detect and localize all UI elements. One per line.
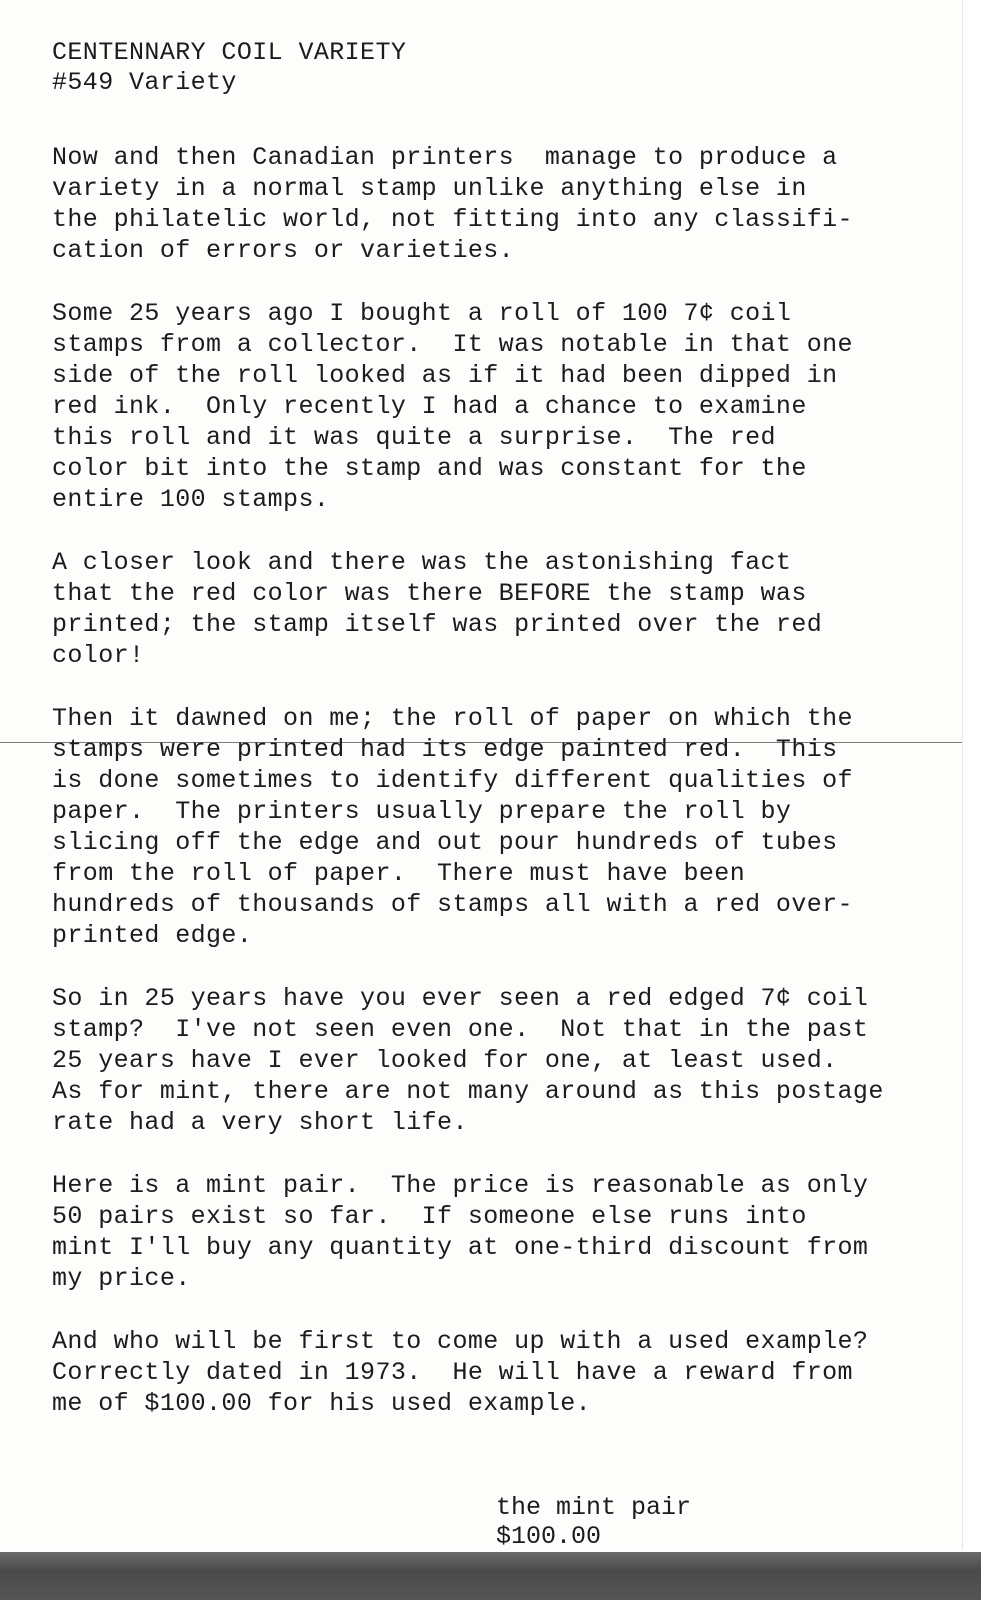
paragraph-3 bbox=[52, 547, 932, 671]
text-line: A closer look and there was the astonishing fact bbox=[52, 548, 792, 577]
text-line: And who will be first to come up with a used example? bbox=[52, 1327, 869, 1356]
text-line: color bit into the stamp and was constant for the bbox=[52, 454, 807, 483]
scan-shadow-edge bbox=[0, 1552, 981, 1600]
paragraph-6 bbox=[52, 1170, 932, 1294]
text-line: red ink. Only recently I had a chance to examine bbox=[52, 392, 807, 421]
text-line: rate had a very short life. bbox=[52, 1108, 468, 1137]
document-title: CENTENNARY COIL VARIETY bbox=[52, 38, 407, 67]
text-line: 25 years have I ever looked for one, at least used. bbox=[52, 1046, 838, 1075]
text-line: the philatelic world, not fitting into any classifi- bbox=[52, 205, 853, 234]
text-line: stamps were printed had its edge painted red. This bbox=[52, 735, 838, 764]
text-line: Then it dawned on me; the roll of paper on which the bbox=[52, 704, 853, 733]
paragraph-5 bbox=[52, 983, 932, 1138]
text-line: stamps from a collector. It was notable in that one bbox=[52, 330, 853, 359]
text-line: As for mint, there are not many around as this postage bbox=[52, 1077, 884, 1106]
text-line: printed; the stamp itself was printed over the red bbox=[52, 610, 823, 639]
price-amount: $100.00 bbox=[496, 1522, 602, 1551]
text-line: variety in a normal stamp unlike anything else in bbox=[52, 174, 807, 203]
text-line: hundreds of thousands of stamps all with a red over- bbox=[52, 890, 853, 919]
paragraph-4 bbox=[52, 703, 932, 951]
text-line: entire 100 stamps. bbox=[52, 485, 330, 514]
text-line: that the red color was there BEFORE the stamp was bbox=[52, 579, 807, 608]
text-line: color! bbox=[52, 641, 145, 670]
text-line: So in 25 years have you ever seen a red edged 7¢ coil bbox=[52, 984, 869, 1013]
paragraph-2 bbox=[52, 298, 932, 515]
text-line: Now and then Canadian printers manage to produce a bbox=[52, 143, 838, 172]
price-label: the mint pair bbox=[496, 1493, 692, 1522]
text-line: 50 pairs exist so far. If someone else runs into bbox=[52, 1202, 807, 1231]
text-line: is done sometimes to identify different qualities of bbox=[52, 766, 853, 795]
text-line: Correctly dated in 1973. He will have a reward from bbox=[52, 1358, 853, 1387]
paragraph-7 bbox=[52, 1326, 932, 1419]
text-line: this roll and it was quite a surprise. The red bbox=[52, 423, 776, 452]
text-line: slicing off the edge and out pour hundreds of tubes bbox=[52, 828, 838, 857]
text-line: paper. The printers usually prepare the roll by bbox=[52, 797, 792, 826]
text-line: stamp? I've not seen even one. Not that in the past bbox=[52, 1015, 869, 1044]
text-line: Some 25 years ago I bought a roll of 100 7¢ coil bbox=[52, 299, 792, 328]
paragraph-1 bbox=[52, 142, 932, 266]
document-subtitle: #549 Variety bbox=[52, 68, 237, 97]
text-line: cation of errors or varieties. bbox=[52, 236, 515, 265]
text-line: from the roll of paper. There must have been bbox=[52, 859, 746, 888]
text-line: mint I'll buy any quantity at one-third discount from bbox=[52, 1233, 869, 1262]
text-line: side of the roll looked as if it had been dipped in bbox=[52, 361, 838, 390]
text-line: Here is a mint pair. The price is reasonable as only bbox=[52, 1171, 869, 1200]
text-line: me of $100.00 for his used example. bbox=[52, 1389, 592, 1418]
typed-letter bbox=[52, 38, 932, 1419]
text-line: printed edge. bbox=[52, 921, 253, 950]
text-line: my price. bbox=[52, 1264, 191, 1293]
